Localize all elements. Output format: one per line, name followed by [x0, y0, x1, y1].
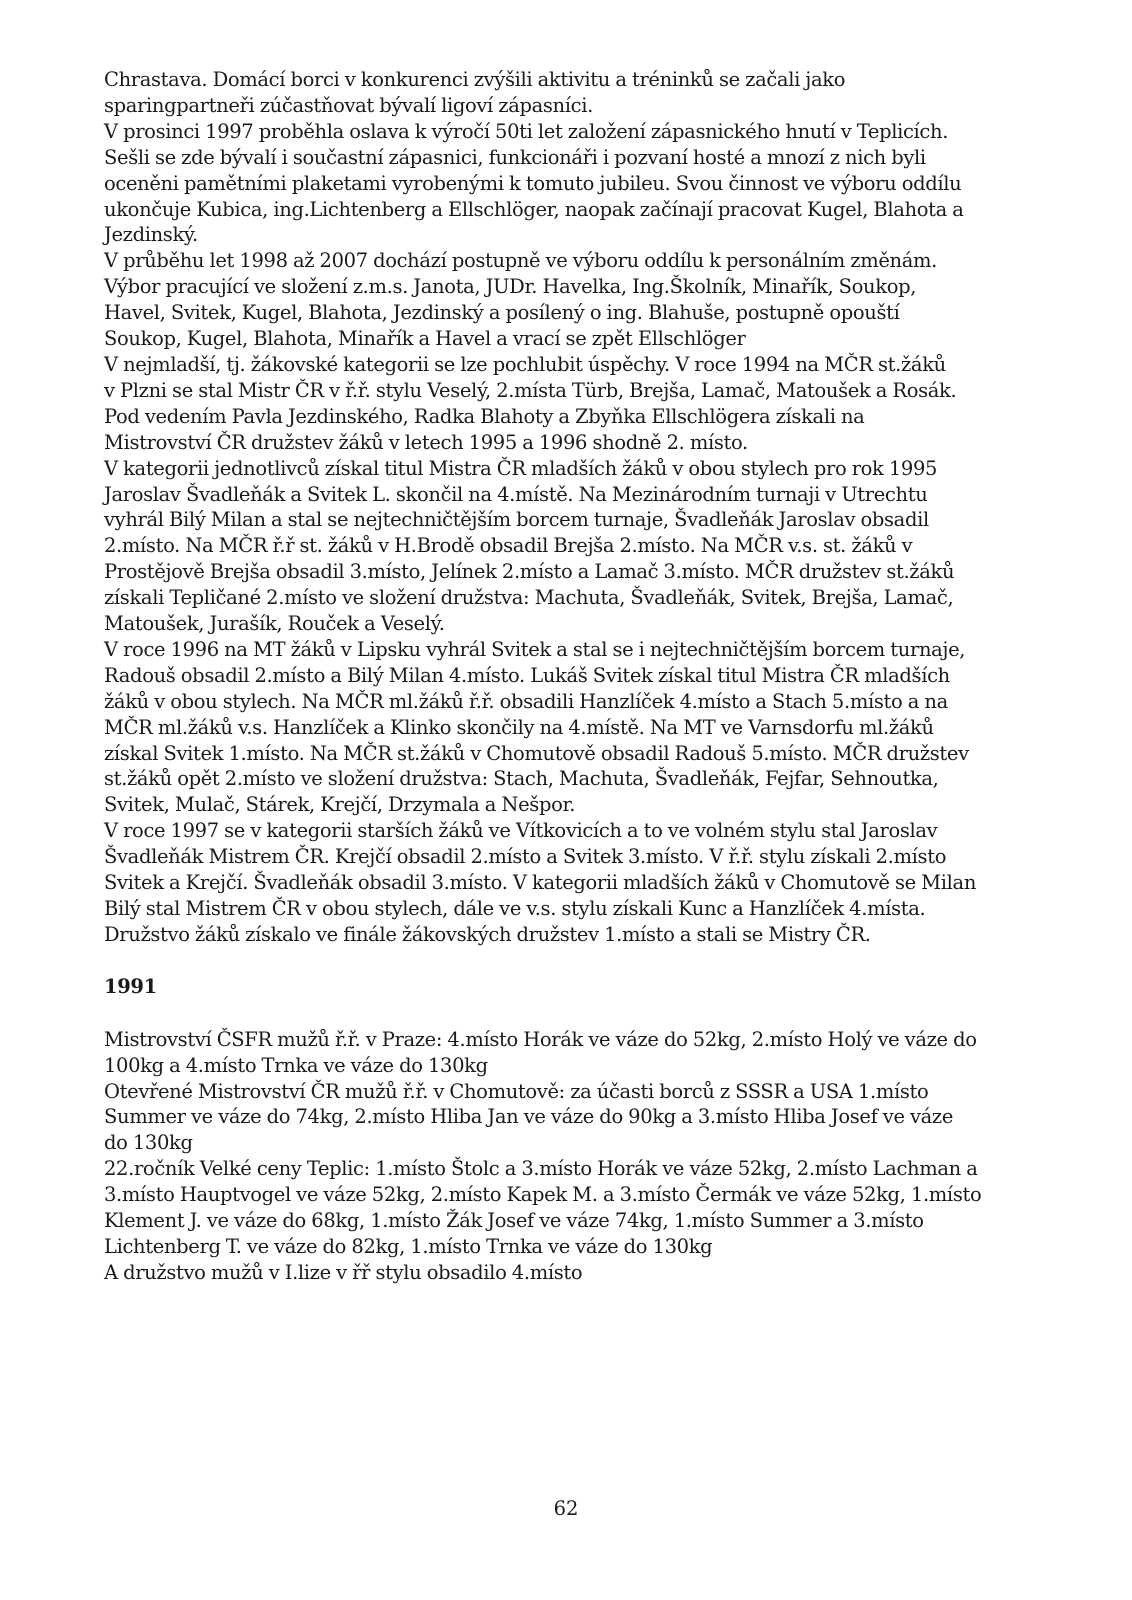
text-line: Jezdinský.: [104, 223, 198, 247]
text-line: Družstvo žáků získalo ve finále žákovských družstev 1.místo a stali se Mistry ČR.: [104, 922, 871, 946]
text-line: oceněni pamětními plaketami vyrobenými k tomuto jubileu. Svou činnost ve výboru oddílu: [104, 171, 962, 195]
text-line: Mistrovství ČSFR mužů ř.ř. v Praze: 4.místo Horák ve váze do 52kg, 2.místo Holý ve váze do: [104, 1027, 977, 1051]
text-line: MČR ml.žáků v.s. Hanzlíček a Klinko skončily na 4.místě. Na MT ve Varnsdorfu ml.žáků: [104, 715, 934, 739]
text-line: Výbor pracující ve složení z.m.s. Janota, JUDr. Havelka, Ing.Školník, Minařík, Soukop,: [104, 275, 917, 299]
text-line: Pod vedením Pavla Jezdinského, Radka Blahoty a Zbyňka Ellschlögera získali na: [104, 404, 865, 428]
text-line: Svitek, Mulač, Stárek, Krejčí, Drzymala a Nešpor.: [104, 793, 576, 817]
text-line: Chrastava. Domácí borci v konkurenci zvýšili aktivitu a tréninků se začali jako: [104, 68, 846, 91]
text-line: Bilý stal Mistrem ČR v obou stylech, dále ve v.s. stylu získali Kunc a Hanzlíček 4.místa.: [104, 897, 926, 920]
text-line: sparingpartneři zúčastňovat bývalí ligoví zápasníci.: [104, 93, 593, 117]
text-line: Otevřené Mistrovství ČR mužů ř.ř. v Chomutově: za účasti borců z SSSR a USA 1.místo: [104, 1079, 929, 1103]
text-line: 100kg a 4.místo Trnka ve váze do 130kg: [104, 1053, 488, 1077]
text-line: Mistrovství ČR družstev žáků v letech 1995 a 1996 shodně 2. místo.: [104, 430, 748, 454]
text-line: Soukop, Kugel, Blahota, Minařík a Havel a vrací se zpět Ellschlöger: [104, 327, 746, 351]
text-line: 2.místo. Na MČR ř.ř st. žáků v H.Brodě obsadil Brejša 2.místo. Na MČR v.s. st. žáků v: [104, 534, 913, 558]
text-line: získali Tepličané 2.místo ve složení družstva: Machuta, Švadleňák, Svitek, Brejša, Lamač,: [104, 586, 954, 610]
text-line: Havel, Svitek, Kugel, Blahota, Jezdinský a posílený o ing. Blahuše, postupně opouští: [104, 301, 900, 325]
text-line: V roce 1997 se v kategorii starších žáků ve Vítkovicích a to ve volném stylu stal Jaroslav: [104, 819, 938, 843]
text-line: Radouš obsadil 2.místo a Bilý Milan 4.místo. Lukáš Svitek získal titul Mistra ČR mladších: [104, 663, 950, 687]
text-line: V kategorii jednotlivců získal titul Mistra ČR mladších žáků v obou stylech pro rok 1995: [104, 456, 938, 480]
text-line: do 130kg: [104, 1131, 193, 1155]
section-1991-paragraphs: [104, 1027, 1034, 1286]
section-spacer: [104, 1000, 1034, 1027]
text-line: získal Svitek 1.místo. Na MČR st.žáků v Chomutově obsadil Radouš 5.místo. MČR družstev: [104, 741, 969, 765]
section-spacer: [104, 948, 1034, 974]
text-line: ukončuje Kubica, ing.Lichtenberg a Ellschlöger, naopak začínají pracovat Kugel, Blahota a: [104, 197, 964, 221]
text-line: Lichtenberg T. ve váze do 82kg, 1.místo Trnka ve váze do 130kg: [104, 1234, 713, 1258]
intro-paragraphs: [104, 67, 1034, 948]
section-heading-1991: 1991: [104, 974, 157, 998]
text-line: Švadleňák Mistrem ČR. Krejčí obsadil 2.místo a Svitek 3.místo. V ř.ř. stylu získali 2.místo: [104, 845, 947, 869]
text-line: st.žáků opět 2.místo ve složení družstva: Stach, Machuta, Švadleňák, Fejfar, Sehnoutka,: [104, 767, 939, 791]
text-line: Klement J. ve váze do 68kg, 1.místo Žák Josef ve váze 74kg, 1.místo Summer a 3.místo: [104, 1209, 924, 1233]
text-line: Prostějově Brejša obsadil 3.místo, Jelínek 2.místo a Lamač 3.místo. MČR družstev st.žáků: [104, 560, 955, 584]
text-line: 3.místo Hauptvogel ve váze 52kg, 2.místo Kapek M. a 3.místo Čermák ve váze 52kg, 1.místo: [104, 1183, 982, 1207]
text-line: Summer ve váze do 74kg, 2.místo Hliba Jan ve váze do 90kg a 3.místo Hliba Josef ve váze: [104, 1105, 954, 1129]
text-line: vyhrál Bilý Milan a stal se nejtechničtějším borcem turnaje, Švadleňák Jaroslav obsadil: [104, 508, 929, 532]
text-line: 22.ročník Velké ceny Teplic: 1.místo Štolc a 3.místo Horák ve váze 52kg, 2.místo Lachman a: [104, 1157, 978, 1181]
text-line: Sešli se zde bývalí i součastní zápasnici, funkcionáři i pozvaní hosté a mnozí z nich byli: [104, 145, 926, 169]
text-line: žáků v obou stylech. Na MČR ml.žáků ř.ř. obsadili Hanzlíček 4.místo a Stach 5.místo a na: [104, 689, 948, 713]
text-line: V průběhu let 1998 až 2007 dochází postupně ve výboru oddílu k personálním změnám.: [104, 249, 937, 273]
text-line: Matoušek, Jurašík, Rouček a Veselý.: [104, 612, 445, 636]
page-body: [104, 67, 1034, 1286]
text-line: V prosinci 1997 proběhla oslava k výročí 50ti let založení zápasnického hnutí v Teplicích.: [104, 119, 949, 143]
text-line: Jaroslav Švadleňák a Svitek L. skončil na 4.místě. Na Mezinárodním turnaji v Utrechtu: [104, 482, 928, 506]
page-number: 62: [553, 1497, 579, 1520]
text-line: V roce 1996 na MT žáků v Lipsku vyhrál Svitek a stal se i nejtechničtějším borcem turnaje,: [104, 637, 966, 661]
text-line: Svitek a Krejčí. Švadleňák obsadil 3.místo. V kategorii mladších žáků v Chomutově se Milan: [104, 871, 977, 895]
text-line: v Plzni se stal Mistr ČR v ř.ř. stylu Veselý, 2.místa Türb, Brejša, Lamač, Matoušek a Rosák.: [104, 378, 957, 402]
text-line: A družstvo mužů v I.lize v řř stylu obsadilo 4.místo: [104, 1260, 583, 1284]
text-line: V nejmladší, tj. žákovské kategorii se lze pochlubit úspěchy. V roce 1994 na MČR st.žáků: [104, 352, 946, 376]
